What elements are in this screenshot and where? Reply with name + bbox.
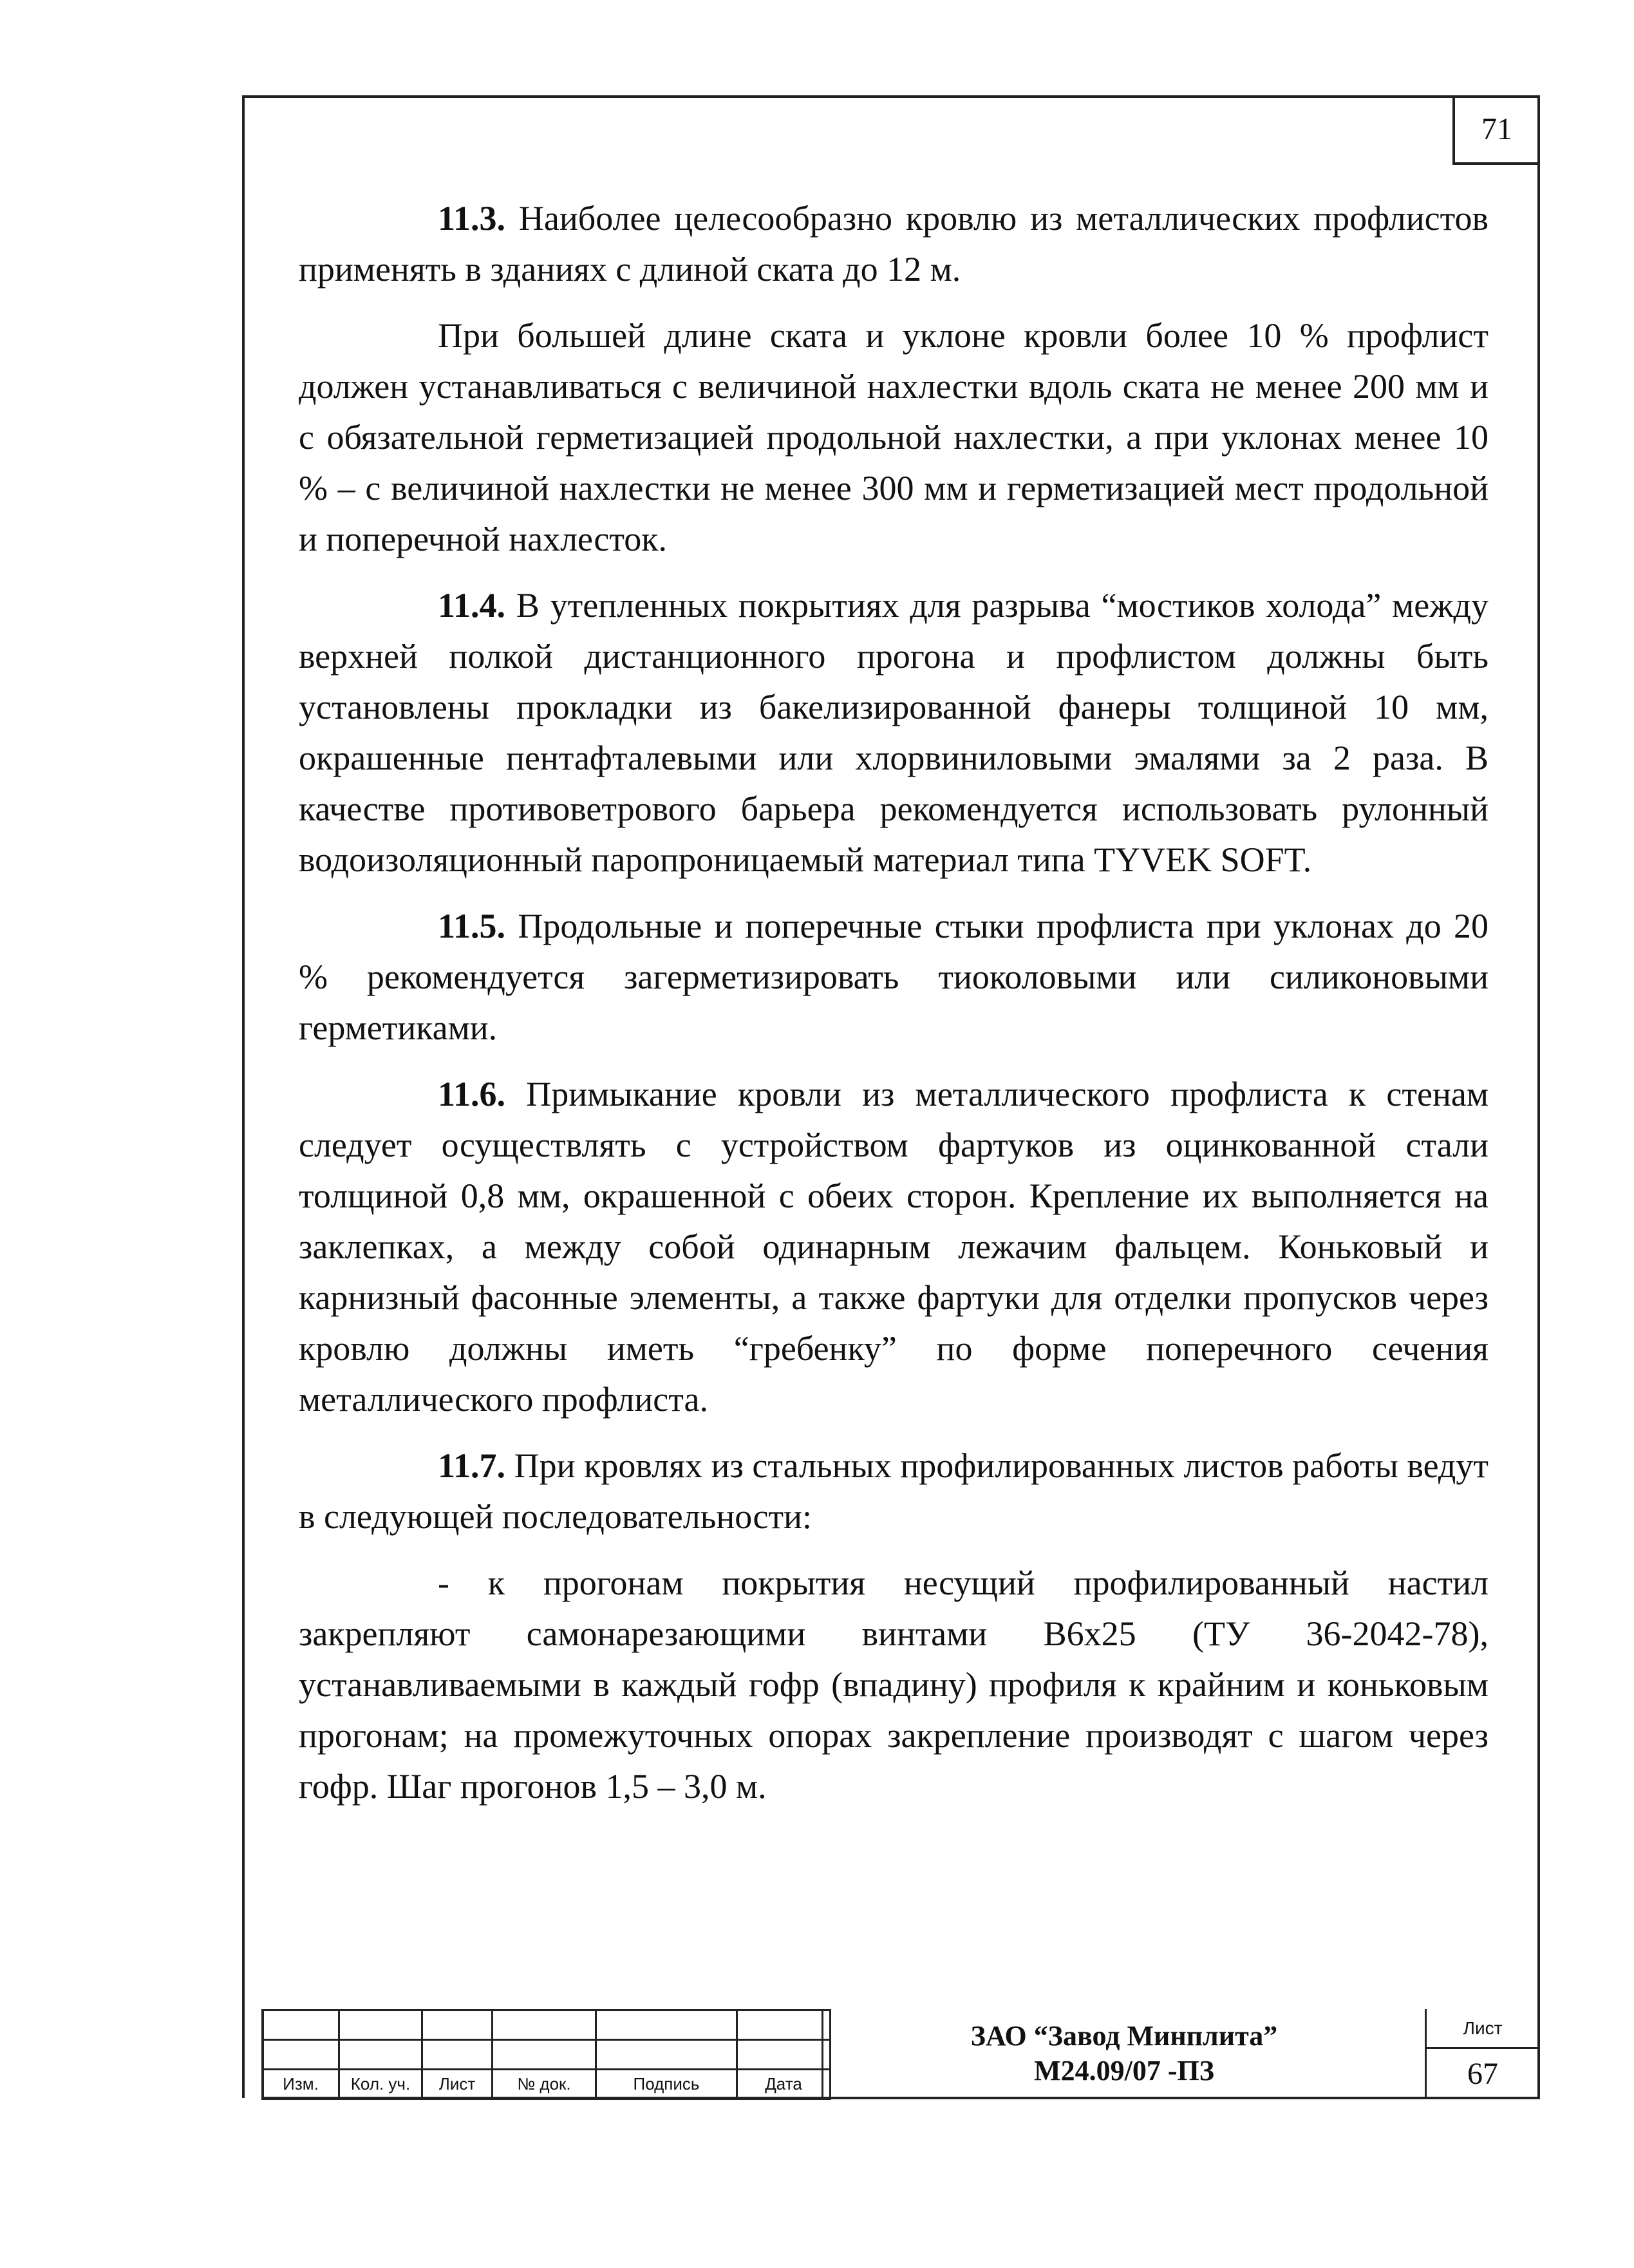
document-body [299, 193, 1488, 1812]
column-label: № док. [493, 2070, 596, 2099]
paragraph-11-3-cont [299, 310, 1488, 565]
title-block [261, 2009, 1539, 2098]
paragraph-11-3 [299, 193, 1488, 295]
page-marker-box [1452, 95, 1539, 165]
column-label: Изм. [263, 2070, 339, 2099]
sheet-label: Лист [1427, 2009, 1539, 2049]
column-label: Кол. уч. [339, 2070, 422, 2099]
title-block-grid [261, 2009, 831, 2100]
paragraph-text: При кровлях из стальных профилированных листов работы ведут в следующей последовательности: [299, 1446, 1488, 1536]
paragraph-11-6 [299, 1069, 1488, 1425]
paragraph-11-5 [299, 901, 1488, 1054]
section-number: 11.3. [438, 199, 506, 238]
section-number: 11.4. [438, 586, 506, 625]
paragraph-text: Наиболее целесообразно кровлю из металлических профлистов применять в зданиях с длиной ската до 12 м. [299, 199, 1488, 288]
paragraph-11-4 [299, 580, 1488, 885]
paragraph-text: Примыкание кровли из металлического профлиста к стенам следует осуществлять с устройством фартуков из оцинкованной стали толщиной 0,8 мм, окрашенной с обеих сторон. Крепление их выполняется на заклепках, а между собой одинарным лежачим фальцем. Коньковый и карнизный фасонные элементы, а также фартуки для отделки пропусков через кровлю должны иметь “гребенку” по форме поперечного сечения металлического профлиста. [299, 1075, 1488, 1419]
title-block-designation [822, 2009, 1427, 2098]
document-code: М24.09/07 -ПЗ [1034, 2055, 1214, 2086]
frame-left-border [242, 95, 245, 2098]
paragraph-text: - к прогонам покрытия несущий профилированный настил закрепляют самонарезающими винтами B6x25 (ТУ 36-2042-78), устанавливаемыми в каждый гофр (впадину) профиля к крайним и коньковым прогонам; на промежуточных опорах закрепление производят с шагом через гофр. Шаг прогонов 1,5 – 3,0 м. [299, 1564, 1488, 1806]
paragraph-text: Продольные и поперечные стыки профлиста при уклонах до 20 % рекомендуется загерметизировать тиоколовыми или силиконовыми герметиками. [299, 907, 1488, 1047]
paragraph-text: В утепленных покрытиях для разрыва “мостиков холода” между верхней полкой дистанционного прогона и профлистом должны быть установлены прокладки из бакелизированной фанеры толщиной 10 мм, окрашенные пентафталевыми или хлорвиниловыми эмалями за 2 раза. В качестве противоветрового барьера рекомендуется использовать рулонный водоизоляционный паропроницаемый материал типа TYVEK SOFT. [299, 586, 1488, 879]
column-label: Дата [737, 2070, 831, 2099]
page-marker: 71 [1481, 111, 1512, 146]
sheet-number: 67 [1467, 2056, 1498, 2091]
paragraph-text: При большей длине ската и уклоне кровли более 10 % профлист должен устанавливаться с величиной нахлестки вдоль ската не менее 200 мм и с обязательной герметизацией продольной нахлестки, а при уклонах менее 10 % – с величиной нахлестки не менее 300 мм и герметизацией мест продольной и поперечной нахлесток. [299, 316, 1488, 558]
frame-top-border [242, 95, 1539, 98]
paragraph-11-7-item [299, 1558, 1488, 1812]
company-name: ЗАО “Завод Минплита” [970, 2020, 1278, 2052]
column-label: Лист [422, 2070, 493, 2099]
paragraph-11-7 [299, 1441, 1488, 1542]
section-number: 11.7. [438, 1446, 506, 1485]
frame-right-border [1537, 95, 1540, 2098]
section-number: 11.6. [438, 1075, 506, 1113]
column-label: Подпись [596, 2070, 737, 2099]
section-number: 11.5. [438, 907, 506, 945]
